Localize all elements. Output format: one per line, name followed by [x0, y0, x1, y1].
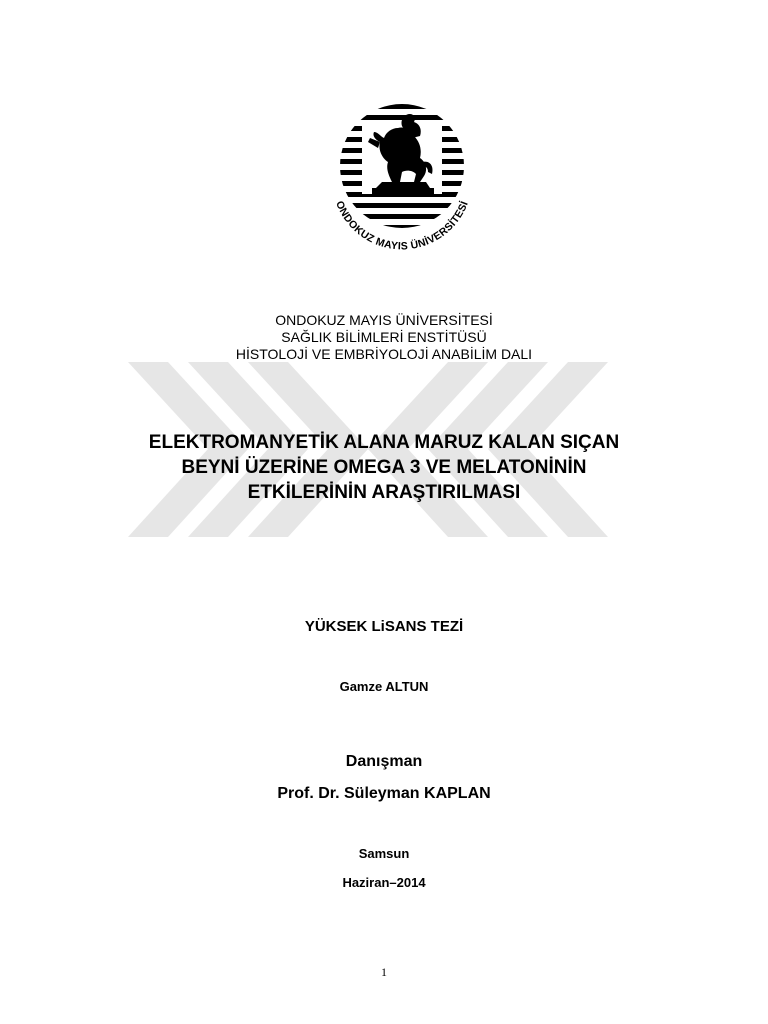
advisor-label: Danışman [345, 753, 423, 770]
submission-date: Haziran–2014 [342, 875, 426, 890]
thesis-type: YÜKSEK LiSANS TEZİ [304, 618, 464, 635]
title-line-3: ETKİLERİNİN ARAŞTIRILMASI [247, 482, 521, 503]
city: Samsun [358, 846, 410, 861]
author-name: Gamze ALTUN [339, 679, 429, 694]
department-name: HİSTOLOJİ VE EMBRİYOLOJİ ANABİLİM DALI [235, 346, 533, 362]
seal-ring-text: ONDOKUZ MAYIS ÜNİVERSİTESİ [333, 199, 471, 253]
title-line-1: ELEKTROMANYETİK ALANA MARUZ KALAN SIÇAN [148, 432, 620, 453]
university-name: ONDOKUZ MAYIS ÜNİVERSİTESİ [275, 312, 493, 328]
institute-name: SAĞLIK BİLİMLERİ ENSTİTÜSÜ [281, 329, 487, 345]
institution-block [0, 312, 768, 363]
university-seal-logo [322, 98, 482, 258]
advisor-name: Prof. Dr. Süleyman KAPLAN [277, 785, 491, 802]
page-number: 1 [381, 965, 387, 979]
thesis-title [0, 430, 768, 505]
title-line-2: BEYNİ ÜZERİNE OMEGA 3 VE MELATONİNİN [181, 457, 587, 478]
